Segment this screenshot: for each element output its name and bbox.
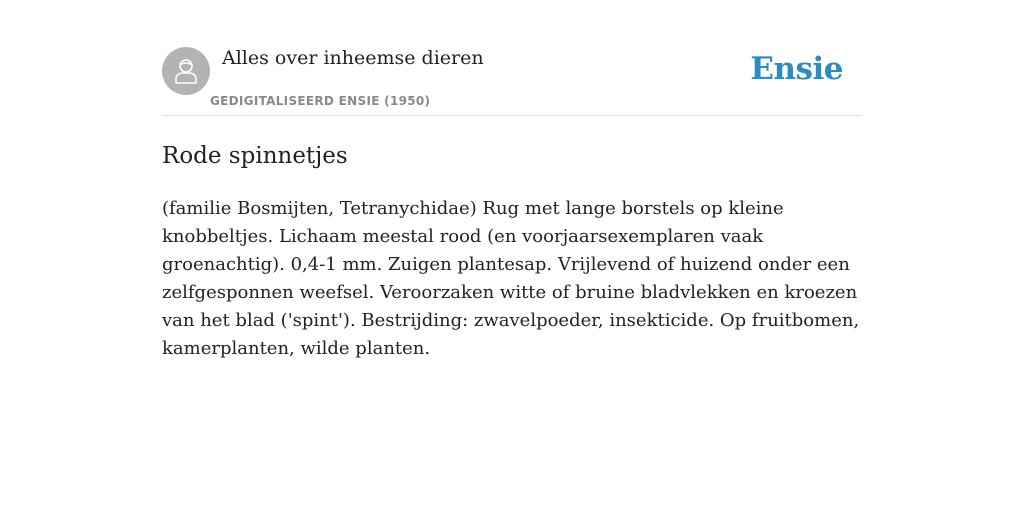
avatar[interactable] bbox=[162, 47, 210, 95]
page bbox=[162, 0, 862, 363]
site-subtitle: GEDIGITALISEERD ENSIE (1950) bbox=[210, 94, 431, 108]
brand-logo[interactable]: Ensie bbox=[750, 51, 843, 87]
article-title: Rode spinnetjes bbox=[162, 143, 348, 169]
header bbox=[162, 46, 862, 116]
site-title[interactable]: Alles over inheemse dieren bbox=[222, 47, 484, 69]
user-icon bbox=[171, 56, 201, 86]
article-body: (familie Bosmijten, Tetranychidae) Rug met lange borstels op kleine knobbeltjes. Lichaam meestal rood (en voorjaarsexemplaren vaak groenachtig). 0,4-1 mm. Zuigen plantesap. Vrijlevend of huizend onder een zelfgesponnen weefsel. Veroorzaken witte of bruine bladvlekken en kroezen van het blad ('spint'). Bestrijding: zwavelpoeder, insekticide. Op fruitbomen, kamerplanten, wilde planten. bbox=[162, 198, 860, 359]
